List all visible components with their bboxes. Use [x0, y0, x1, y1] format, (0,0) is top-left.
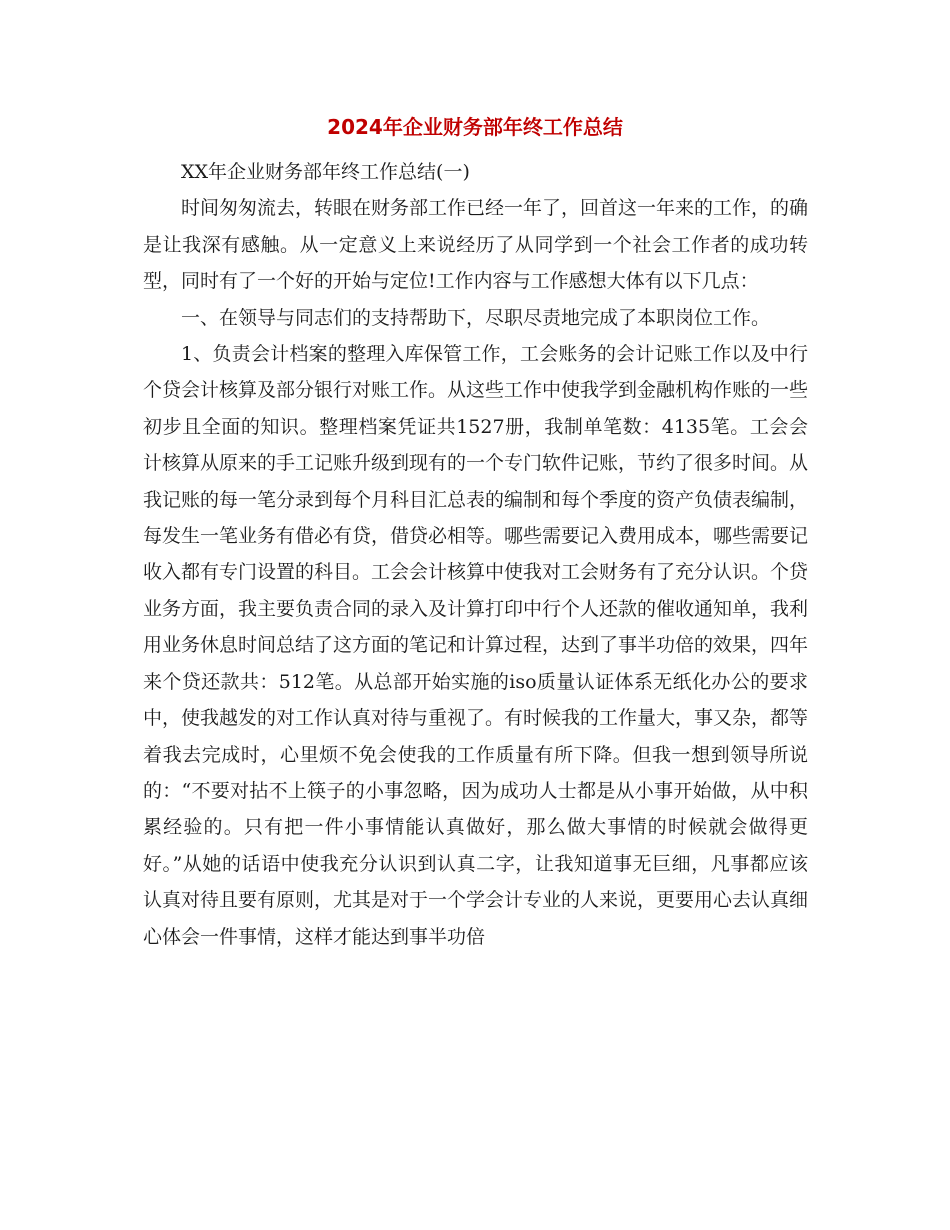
- document-title: 2024年企业财务部年终工作总结: [327, 115, 623, 139]
- document-body: [143, 154, 808, 955]
- paragraph-item-one: 1、负责会计档案的整理入库保管工作，工会账务的会计记账工作以及中行个贷会计核算及部分银行对账工作。从这些工作中使我学到金融机构作账的一些初步且全面的知识。整理档案凭证共1527册，我制单笔数：4135笔。工会会计核算从原来的手工记账升级到现有的一个专门软件记账，节约了很多时间。从我记账的每一笔分录到每个月科目汇总表的编制和每个季度的资产负债表编制，每发生一笔业务有借必有贷，借贷必相等。哪些需要记入费用成本，哪些需要记收入都有专门设置的科目。工会会计核算中使我对工会财务有了充分认识。个贷业务方面，我主要负责合同的录入及计算打印中行个人还款的催收通知单，我利用业务休息时间总结了这方面的笔记和计算过程，达到了事半功倍的效果，四年来个贷还款共：512笔。从总部开始实施的iso质量认证体系无纸化办公的要求中，使我越发的对工作认真对待与重视了。有时候我的工作量大，事又杂，都等着我去完成时，心里烦不免会使我的工作质量有所下降。但我一想到领导所说的：“不要对拈不上筷子的小事忽略，因为成功人士都是从小事开始做，从中积累经验的。只有把一件小事情能认真做好，那么做大事情的时候就会做得更好。”从她的话语中使我充分认识到认真二字，让我知道事无巨细，凡事都应该认真对待且要有原则，尤其是对于一个学会计专业的人来说，更要用心去认真细心体会一件事情，这样才能达到事半功倍: [143, 343, 809, 948]
- paragraph-section-one: 一、在领导与同志们的支持帮助下，尽职尽责地完成了本职岗位工作。: [181, 306, 771, 329]
- paragraph-intro: 时间匆匆流去，转眼在财务部工作已经一年了，回首这一年来的工作，的确是让我深有感触。从一定意义上来说经历了从同学到一个社会工作者的成功转型，同时有了一个好的开始与定位!工作内容与工作感想大体有以下几点：: [143, 197, 809, 293]
- section-heading: XX年企业财务部年终工作总结(一): [181, 161, 470, 183]
